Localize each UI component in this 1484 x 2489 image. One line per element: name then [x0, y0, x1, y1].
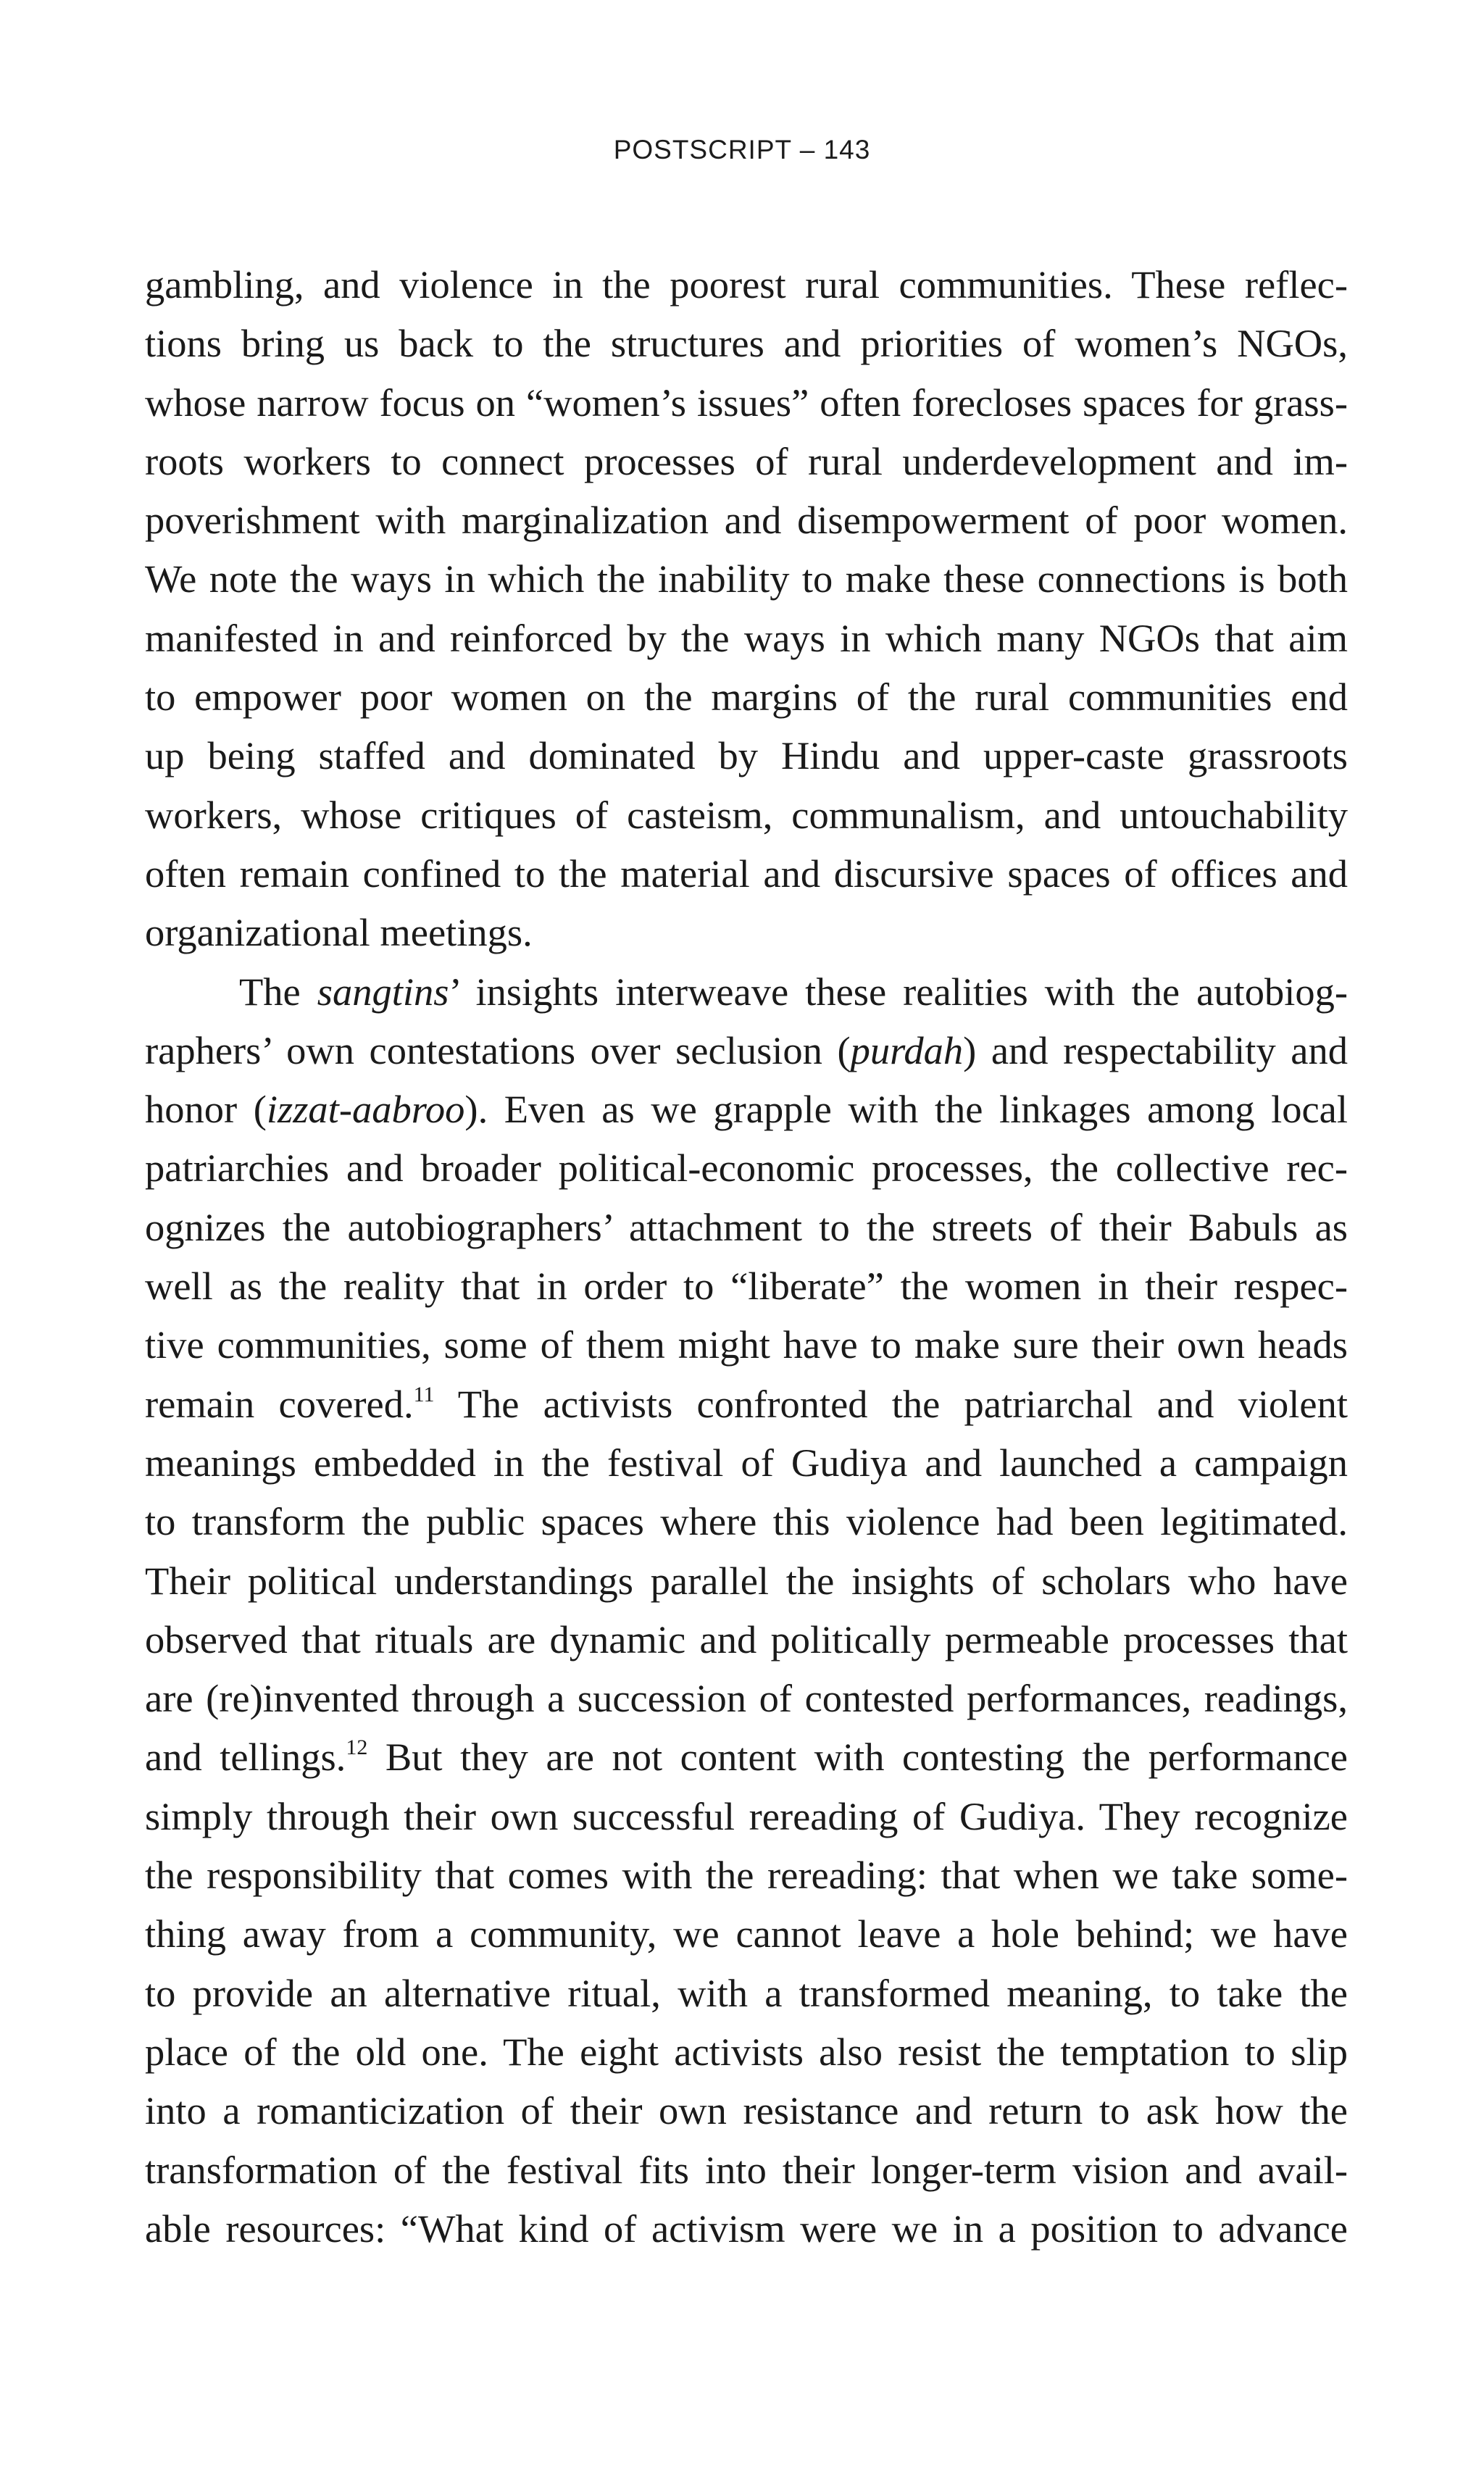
paragraph-1-line: roots workers to connect processes of rural underdevelopment and im-	[145, 438, 1348, 483]
paragraph-1-line: up being staffed and dominated by Hindu and upper-caste grassroots	[145, 733, 1348, 778]
paragraph-1-line: often remain confined to the material and discursive spaces of offices and	[145, 851, 1348, 896]
paragraph-2-line	[145, 962, 1348, 1021]
paragraph-2-line: well as the reality that in order to “liberate” the women in their respec-	[145, 1264, 1348, 1309]
paragraph-1-line: to empower poor women on the margins of the rural communities end	[145, 675, 1348, 720]
paragraph-2-line: meanings embedded in the festival of Gudiya and launched a campaign	[145, 1440, 1348, 1485]
paragraph-2-line: to provide an alternative ritual, with a transformed meaning, to take the	[145, 1970, 1348, 2015]
text-run: The activists confronted the patriarchal and violent	[434, 1381, 1348, 1426]
text-run: ) and respectability and	[963, 1027, 1348, 1072]
text-run: ’ insights interweave these realities with the autobiog-	[449, 969, 1348, 1014]
paragraph-2-line: tive communities, some of them might have to make sure their own heads	[145, 1322, 1348, 1367]
paragraph-2-line: simply through their own successful rereading of Gudiya. They recognize	[145, 1793, 1348, 1838]
italic-term-sangtins: sangtins	[317, 969, 449, 1014]
footnote-marker-12[interactable]: 12	[346, 1735, 368, 1760]
text-run: raphers’ own contestations over seclusion (	[145, 1027, 851, 1072]
text-run: honor (	[145, 1087, 267, 1132]
paragraph-2-line: into a romanticization of their own resistance and return to ask how the	[145, 2088, 1348, 2133]
body-text	[145, 255, 1348, 2258]
footnote-marker-11[interactable]: 11	[413, 1382, 435, 1406]
text-run: But they are not content with contesting the performance	[367, 1735, 1348, 1780]
paragraph-2-line: are (re)invented through a succession of contested performances, readings,	[145, 1676, 1348, 1721]
paragraph-1-line: whose narrow focus on “women’s issues” often forecloses spaces for grass-	[145, 380, 1348, 425]
paragraph-1-line: poverishment with marginalization and disempowerment of poor women.	[145, 498, 1348, 543]
paragraph-2-line	[145, 1375, 1348, 1433]
text-run: ). Even as we grapple with the linkages among local	[464, 1087, 1348, 1132]
paragraph-2-line: observed that rituals are dynamic and politically permeable processes that	[145, 1617, 1348, 1662]
paragraph-2-line: able resources: “What kind of activism were we in a position to advance	[145, 2206, 1348, 2251]
text-run: and tellings.	[145, 1735, 346, 1780]
running-head: POSTSCRIPT – 143	[613, 135, 871, 164]
italic-term-purdah: purdah	[850, 1027, 964, 1072]
paragraph-1-line: tions bring us back to the structures and priorities of women’s NGOs,	[145, 321, 1348, 366]
paragraph-2-line: ognizes the autobiographers’ attachment to the streets of their Babuls as	[145, 1204, 1348, 1249]
paragraph-2-line: to transform the public spaces where this violence had been legitimated.	[145, 1499, 1348, 1544]
paragraph-1-line: gambling, and violence in the poorest rural communities. These reflec-	[145, 262, 1348, 307]
paragraph-2-line	[145, 1727, 1348, 1786]
paragraph-1-line: manifested in and reinforced by the ways in which many NGOs that aim	[145, 615, 1348, 660]
paragraph-2-line	[145, 1021, 1348, 1080]
paragraph-2-line: patriarchies and broader political-economic processes, the collective rec-	[145, 1146, 1348, 1191]
paragraph-2-line	[145, 1080, 1348, 1138]
paragraph-1-line: organizational meetings.	[145, 910, 533, 955]
paragraph-2-line: transformation of the festival fits into their longer-term vision and avail-	[145, 2147, 1348, 2192]
paragraph-2-line: the responsibility that comes with the rereading: that when we take some-	[145, 1853, 1348, 1898]
paragraph-2-line: place of the old one. The eight activists also resist the temptation to slip	[145, 2029, 1348, 2074]
text-run: The	[239, 969, 317, 1014]
paragraph-1-line: We note the ways in which the inability to make these connections is both	[145, 556, 1348, 601]
paragraph-2-line: thing away from a community, we cannot leave a hole behind; we have	[145, 1911, 1348, 1956]
italic-term-izzat-aabroo: izzat-aabroo	[266, 1087, 465, 1132]
paragraph-1-line: workers, whose critiques of casteism, communalism, and untouchability	[145, 792, 1348, 837]
paragraph-2-line: Their political understandings parallel the insights of scholars who have	[145, 1558, 1348, 1603]
text-run: remain covered.	[145, 1381, 414, 1426]
